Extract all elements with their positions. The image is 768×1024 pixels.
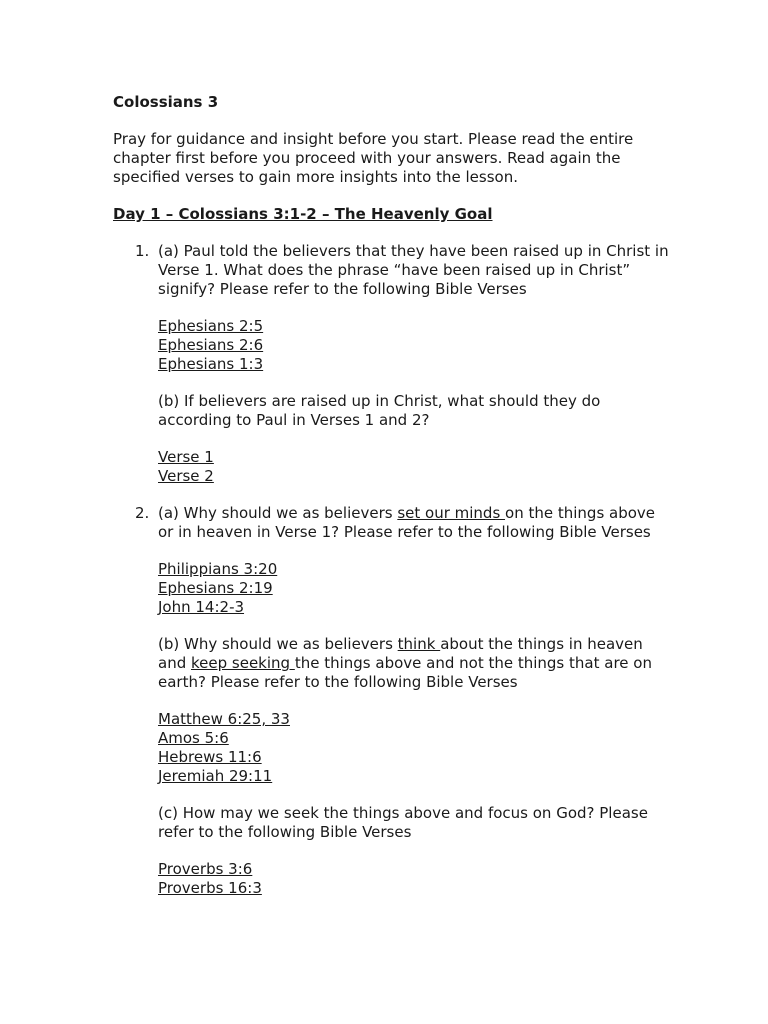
verse-link[interactable]: Ephesians 1:3 <box>158 355 264 373</box>
document-page <box>113 93 673 916</box>
day1-heading: Day 1 – Colossians 3:1-2 – The Heavenly Goal <box>113 205 493 223</box>
verse-link[interactable]: Amos 5:6 <box>158 729 229 747</box>
question-2b-text-middle: about the things in heaven and <box>158 635 643 672</box>
question-list <box>113 242 673 898</box>
question-2b-references <box>158 710 673 786</box>
verse-link[interactable]: Philippians 3:20 <box>158 560 278 578</box>
question-1 <box>113 242 673 486</box>
question-2a-text-end: on the things above or in heaven in Verse 1? Please refer to the following Bible Verses <box>158 504 656 541</box>
question-2c-text: (c) How may we seek the things above and focus on God? Please refer to the following Bible Verses <box>158 804 648 841</box>
underlined-phrase: think <box>397 635 441 653</box>
question-1a-text: (a) Paul told the believers that they have been raised up in Christ in Verse 1. What does the phrase “have been raised up in Christ” signify? Please refer to the following Bible Verses <box>158 242 669 298</box>
question-1a-references <box>158 317 673 374</box>
intro-paragraph: Pray for guidance and insight before you start. Please read the entire chapter first before you proceed with your answers. Read again the specified verses to gain more insights into the lesson. <box>113 130 634 186</box>
question-1-number: 1. <box>135 242 150 260</box>
underlined-phrase: keep seeking <box>191 654 295 672</box>
question-2a-text <box>158 504 673 542</box>
verse-link[interactable]: Jeremiah 29:11 <box>158 767 273 785</box>
question-2 <box>113 504 673 898</box>
verse-link[interactable]: Proverbs 3:6 <box>158 860 253 878</box>
question-1b-references <box>158 448 673 486</box>
question-2a-references <box>158 560 673 617</box>
question-2b-text-start: (b) Why should we as believers <box>158 635 398 653</box>
question-2c-references <box>158 860 673 898</box>
question-1b-text: (b) If believers are raised up in Christ, what should they do according to Paul in Verses 1 and 2? <box>158 392 601 429</box>
verse-link[interactable]: John 14:2-3 <box>158 598 245 616</box>
verse-link[interactable]: Ephesians 2:5 <box>158 317 264 335</box>
verse-link[interactable]: Ephesians 2:6 <box>158 336 264 354</box>
verse-link[interactable]: Matthew 6:25, 33 <box>158 710 290 728</box>
verse-link[interactable]: Ephesians 2:19 <box>158 579 273 597</box>
question-2b-text-end: the things above and not the things that are on earth? Please refer to the following Bible Verses <box>158 654 652 691</box>
verse-link[interactable]: Verse 2 <box>158 467 214 485</box>
document-title: Colossians 3 <box>113 93 219 111</box>
verse-link[interactable]: Proverbs 16:3 <box>158 879 262 897</box>
verse-link[interactable]: Verse 1 <box>158 448 214 466</box>
verse-link[interactable]: Hebrews 11:6 <box>158 748 262 766</box>
question-2-number: 2. <box>135 504 150 522</box>
question-2a-text-start: (a) Why should we as believers <box>158 504 398 522</box>
underlined-phrase: set our minds <box>397 504 506 522</box>
question-2b-text <box>158 635 673 692</box>
